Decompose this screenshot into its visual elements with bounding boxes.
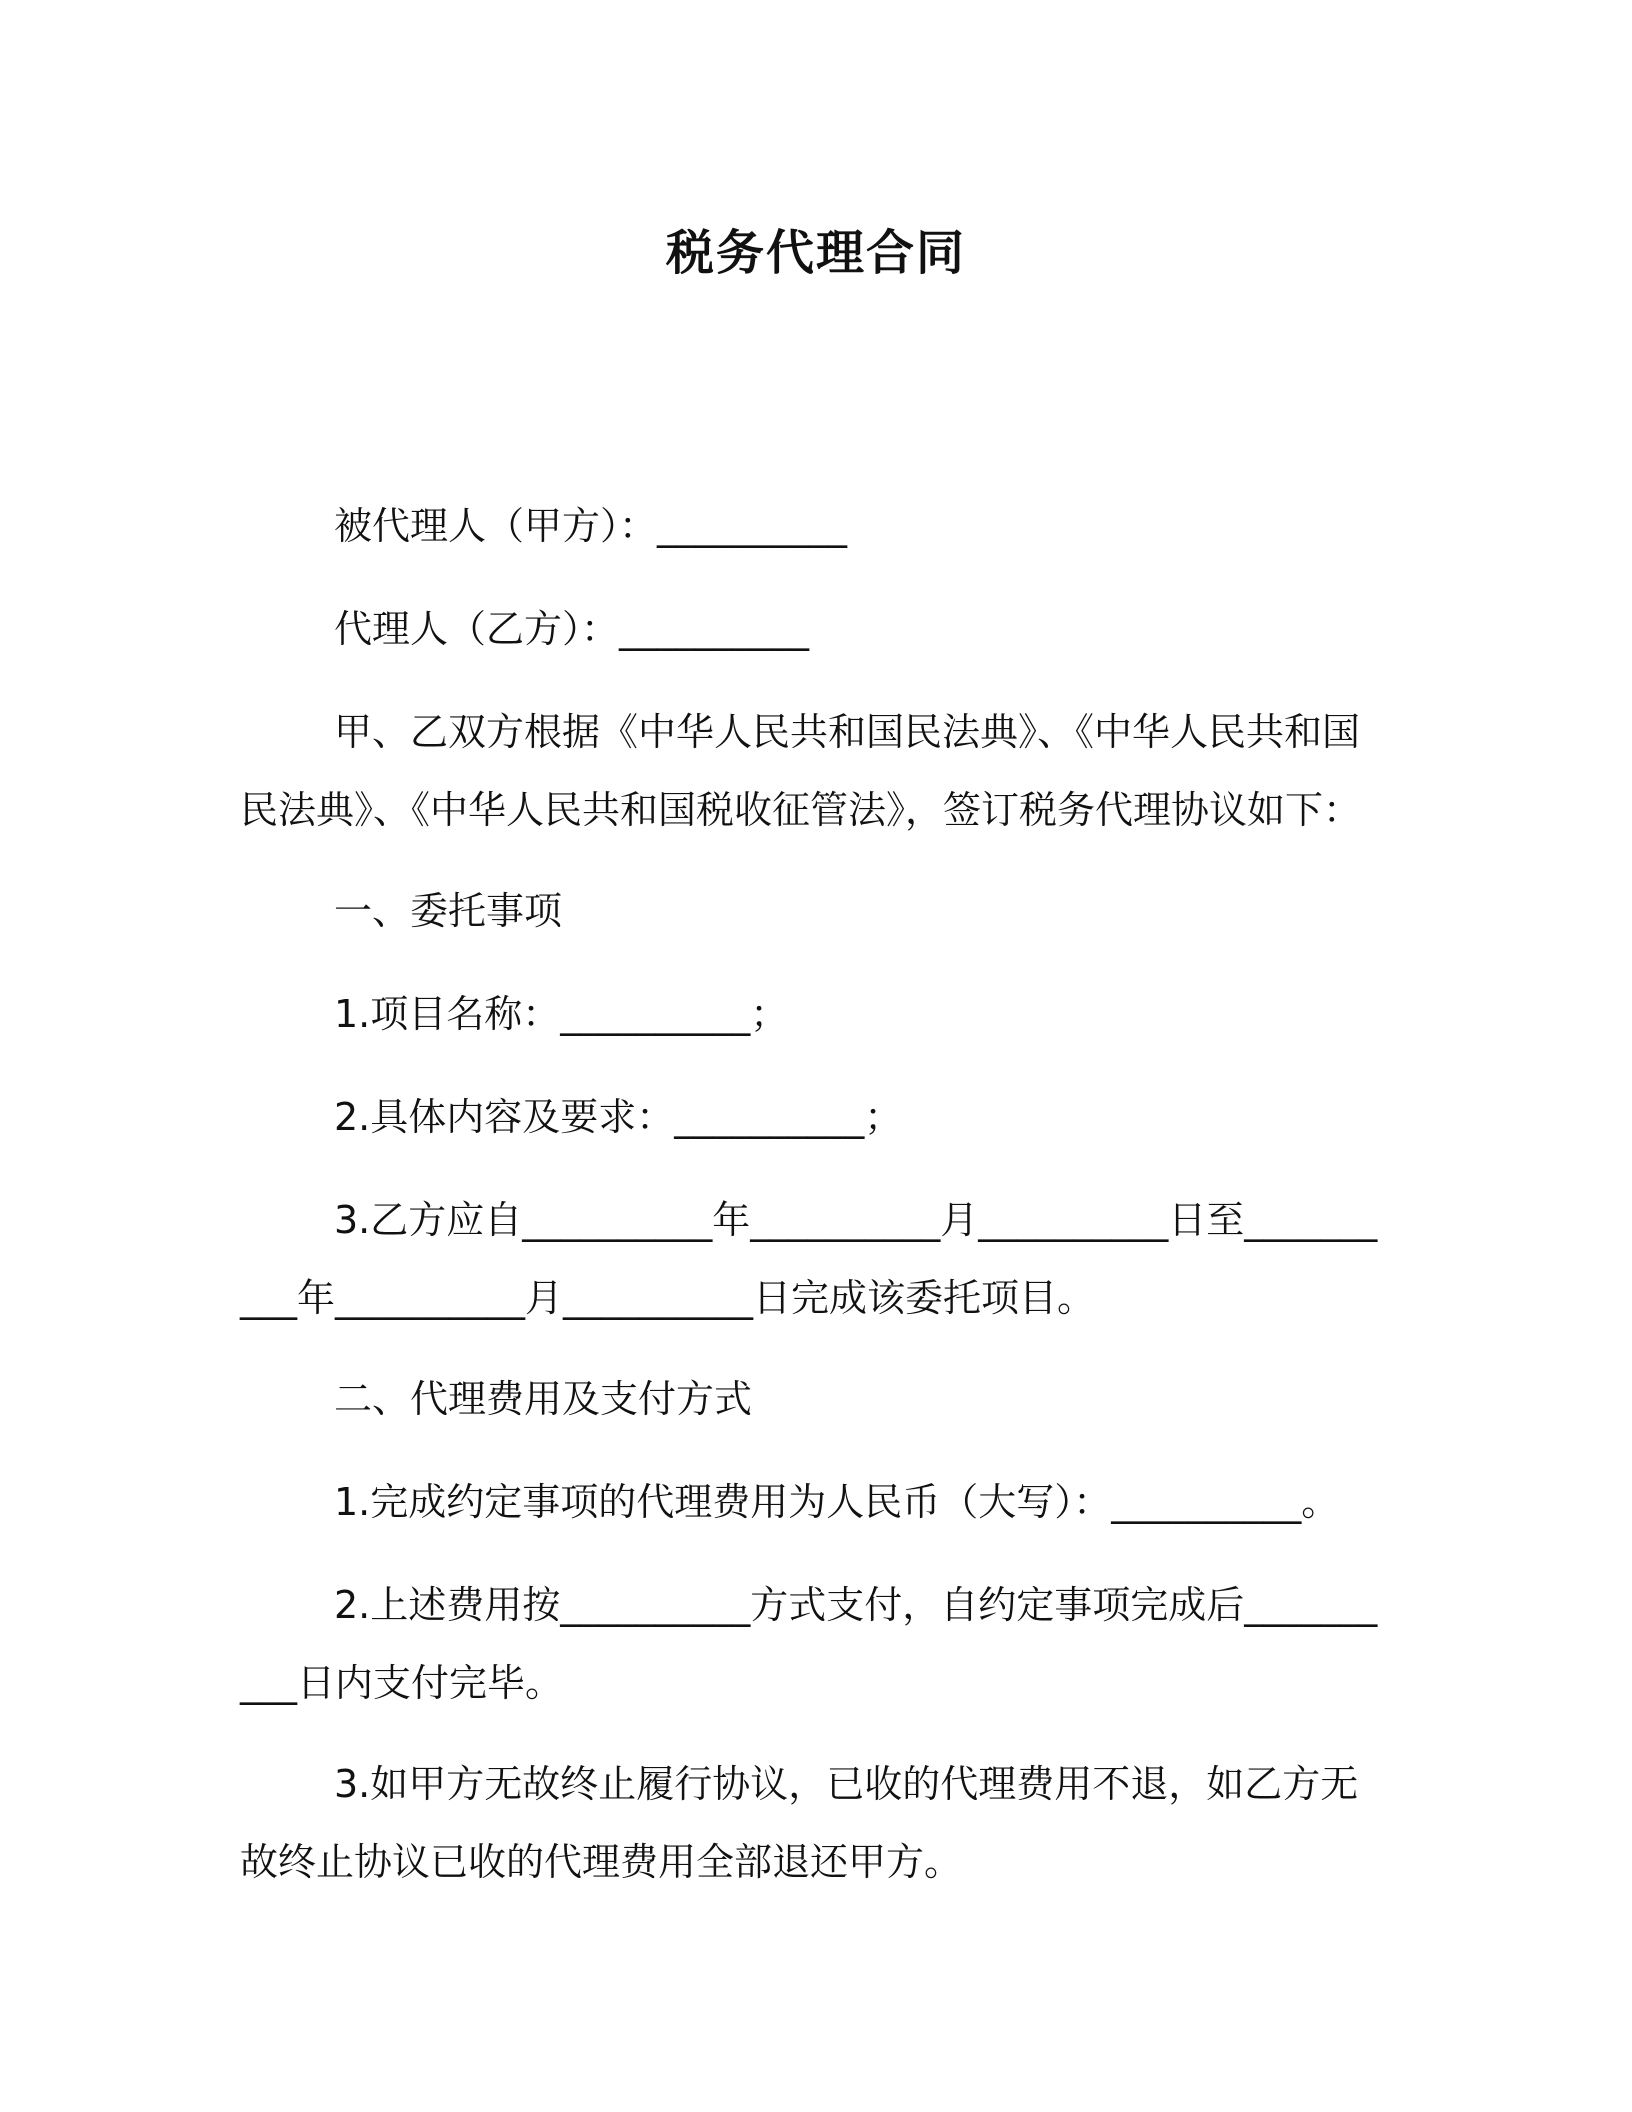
agency-fee-clause: 1.完成约定事项的代理费用为人民币（大写）：__________。	[334, 1480, 1340, 1524]
completion-period-clause: 3.乙方应自__________年__________月__________日至__________年__________月__________日完成该委托项目。	[240, 1198, 1378, 1320]
agent-party-line: 代理人（乙方）：__________	[334, 607, 810, 651]
section-heading-entrusted-matters: 一、委托事项	[334, 889, 563, 933]
legal-basis-paragraph: 甲、乙双方根据《中华人民共和国民法典》、《中华人民共和国民法典》、《中华人民共和国税收征管法》，签订税务代理协议如下：	[240, 710, 1362, 832]
section-heading-fees-payment: 二、代理费用及支付方式	[334, 1377, 753, 1421]
payment-method-clause: 2.上述费用按__________方式支付，自约定事项完成后__________日内支付完毕。	[240, 1583, 1378, 1705]
content-requirements-clause: 2.具体内容及要求：__________；	[334, 1095, 903, 1139]
principal-party-line: 被代理人（甲方）：__________	[334, 504, 848, 548]
document-title: 税务代理合同	[665, 225, 966, 281]
termination-refund-clause: 3.如甲方无故终止履行协议，已收的代理费用不退，如乙方无故终止协议已收的代理费用全部退还甲方。	[240, 1762, 1359, 1884]
project-name-clause: 1.项目名称：__________；	[334, 992, 789, 1036]
